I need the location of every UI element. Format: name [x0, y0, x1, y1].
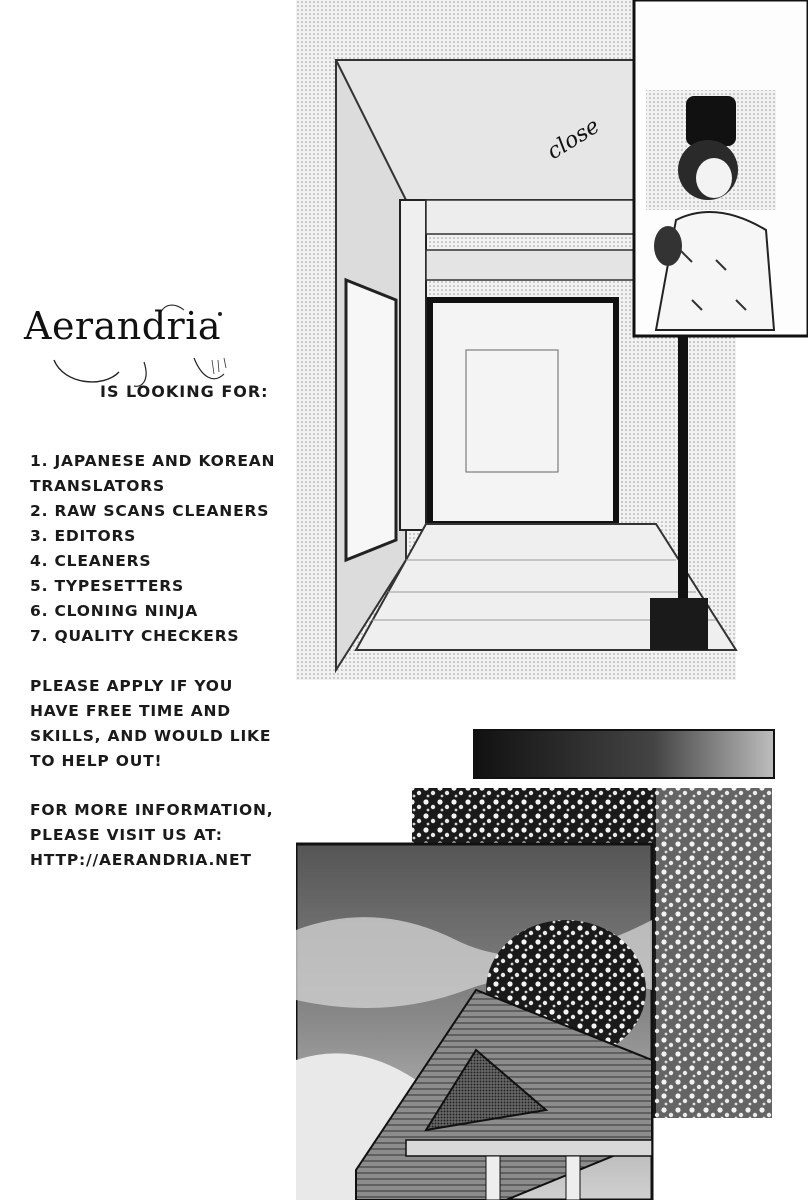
- list-item: 6. CLONING NINJA: [30, 602, 199, 620]
- manga-artwork: [296, 0, 808, 1200]
- list-item: 2. RAW SCANS CLEANERS: [30, 502, 270, 520]
- paragraph-line: HAVE FREE TIME AND: [30, 702, 231, 720]
- list-item: TRANSLATORS: [30, 477, 165, 495]
- list-item: 5. TYPESETTERS: [30, 577, 184, 595]
- character-panel: [634, 0, 808, 336]
- paragraph-line: FOR MORE INFORMATION,: [30, 801, 274, 819]
- apply-paragraph: [30, 674, 271, 774]
- list-item: 1. JAPANESE AND KOREAN: [30, 452, 276, 470]
- gradient-strip: [474, 730, 774, 778]
- list-item: 4. CLEANERS: [30, 552, 152, 570]
- looking-for-heading: IS LOOKING FOR:: [100, 382, 269, 401]
- temple-panel: [296, 844, 652, 1200]
- logo-text: Aerandria: [24, 304, 222, 348]
- paragraph-line: TO HELP OUT!: [30, 752, 163, 770]
- aerandria-logo: [24, 300, 254, 390]
- list-item: 7. QUALITY CHECKERS: [30, 627, 240, 645]
- paragraph-line: SKILLS, AND WOULD LIKE: [30, 727, 272, 745]
- paragraph-line: PLEASE APPLY IF YOU: [30, 677, 234, 695]
- roles-list: [30, 449, 275, 649]
- website-link[interactable]: HTTP://AERANDRIA.NET: [30, 851, 252, 869]
- info-paragraph: [30, 798, 273, 873]
- paragraph-line: PLEASE VISIT US AT:: [30, 826, 223, 844]
- list-item: 3. EDITORS: [30, 527, 137, 545]
- close-sfx-text: close: [542, 113, 605, 165]
